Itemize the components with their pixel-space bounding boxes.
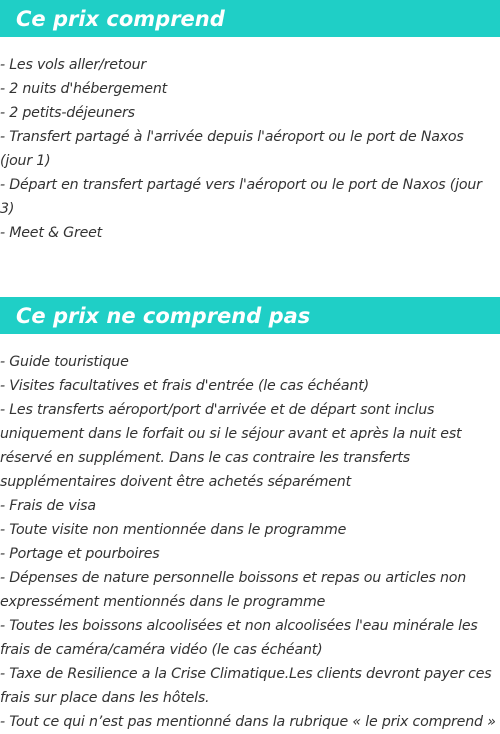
list-item: - Visites facultatives et frais d'entrée (le cas échéant) [0,378,369,394]
list-item: - Guide touristique [0,354,129,370]
includes-title: Ce prix comprend [16,6,225,31]
includes-list [0,53,500,245]
list-item: - Transfert partagé à l'arrivée depuis l'aéroport ou le port de Naxos (jour 1) [0,129,464,169]
list-item: - Tout ce qui n’est pas mentionné dans la rubrique « le prix comprend » [0,714,496,730]
list-item: - Meet & Greet [0,225,103,241]
list-item: - Taxe de Resilience a la Crise Climatique.Les clients devront payer ces frais sur place dans les hôtels. [0,666,492,706]
list-item: - Départ en transfert partagé vers l'aéroport ou le port de Naxos (jour 3) [0,177,482,217]
excludes-title: Ce prix ne comprend pas [16,303,311,328]
list-item: - 2 petits-déjeuners [0,105,135,121]
list-item: - Toutes les boissons alcoolisées et non alcoolisées l'eau minérale les frais de caméra/caméra vidéo (le cas échéant) [0,618,478,658]
list-item: - Les vols aller/retour [0,57,147,73]
excludes-header [0,297,500,334]
list-item: - Toute visite non mentionnée dans le programme [0,522,347,538]
list-item: - Frais de visa [0,498,96,514]
list-item: - Les transferts aéroport/port d'arrivée et de départ sont inclus uniquement dans le forfait ou si le séjour avant et après la nuit est réservé en supplément. Dans le cas contraire les transferts supplémentaires doivent être achetés séparément [0,402,462,490]
list-item: - Portage et pourboires [0,546,160,562]
excludes-list [0,350,500,734]
list-item: - 2 nuits d'hébergement [0,81,167,97]
includes-header [0,0,500,37]
list-item: - Dépenses de nature personnelle boissons et repas ou articles non expressément mentionnés dans le programme [0,570,467,610]
